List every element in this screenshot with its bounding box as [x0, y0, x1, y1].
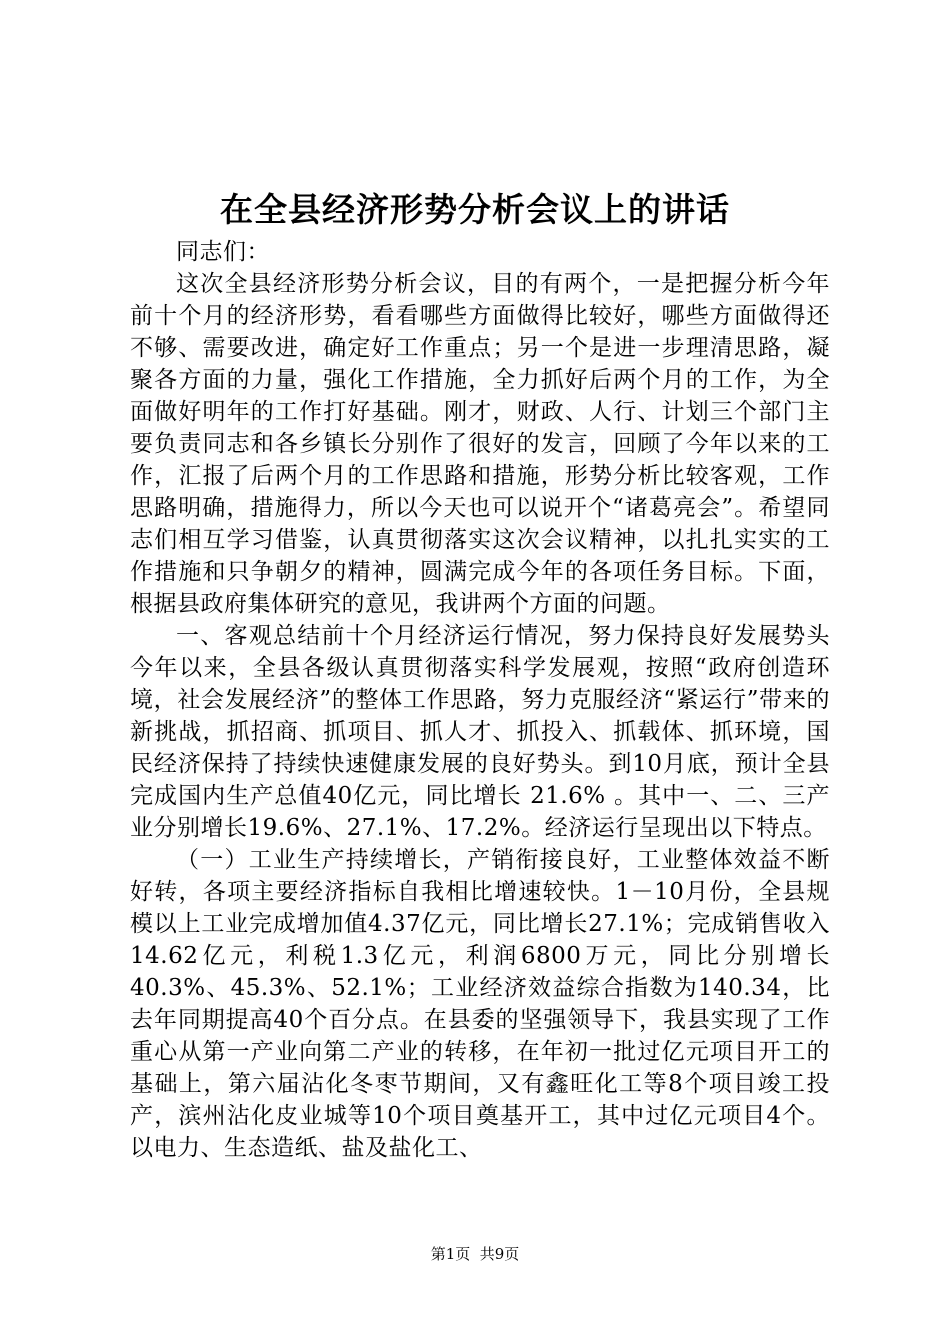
body-paragraph: （一）工业生产持续增长，产销衔接良好，工业整体效益不断好转，各项主要经济指标自我相比增速较快。1－10月份，全县规模以上工业完成增加值4.37亿元，同比增长27.1%；完成销售收入14.62亿元，利税1.3亿元，利润6800万元，同比分别增长40.3%、45.3%、52.1%；工业经济效益综合指数为140.34，比去年同期提高40个百分点。在县委的坚强领导下，我县实现了工作重心从第一产业向第二产业的转移，在年初一批过亿元项目开工的基础上，第六届沾化冬枣节期间，又有鑫旺化工等8个项目竣工投产，滨州沾化皮业城等10个项目奠基开工，其中过亿元项目4个。以电力、生态造纸、盐及盐化工、 [130, 847, 830, 1161]
body-paragraph: 一、客观总结前十个月经济运行情况，努力保持良好发展势头今年以来，全县各级认真贯彻落实科学发展观，按照“政府创造环境，社会发展经济”的整体工作思路，努力克服经济“紧运行”带来的新挑战，抓招商、抓项目、抓人才、抓投入、抓载体、抓环境，国民经济保持了持续快速健康发展的良好势头。到10月底，预计全县完成国内生产总值40亿元，同比增长 21.6% 。其中一、二、三产业分别增长19.6%、27.1%、17.2%。经济运行呈现出以下特点。 [130, 623, 830, 841]
page-title: 在全县经济形势分析会议上的讲话 [220, 190, 730, 229]
document-body [130, 236, 830, 1164]
body-paragraph: 这次全县经济形势分析会议，目的有两个，一是把握分析今年前十个月的经济形势，看看哪些方面做得比较好，哪些方面做得还不够、需要改进，确定好工作重点；另一个是进一步理清思路，凝聚各方面的力量，强化工作措施，全力抓好后两个月的工作，为全面做好明年的工作打好基础。刚才，财政、人行、计划三个部门主要负责同志和各乡镇长分别作了很好的发言，回顾了今年以来的工作，汇报了后两个月的工作思路和措施，形势分析比较客观，工作思路明确，措施得力，所以今天也可以说开个“诸葛亮会”。希望同志们相互学习借鉴，认真贯彻落实这次会议精神，以扎扎实实的工作措施和只争朝夕的精神，圆满完成今年的各项任务目标。下面，根据县政府集体研究的意见，我讲两个方面的问题。 [130, 271, 830, 617]
page-footer: 第1页 共9页 [430, 1245, 520, 1263]
salutation: 同志们： [176, 239, 270, 265]
